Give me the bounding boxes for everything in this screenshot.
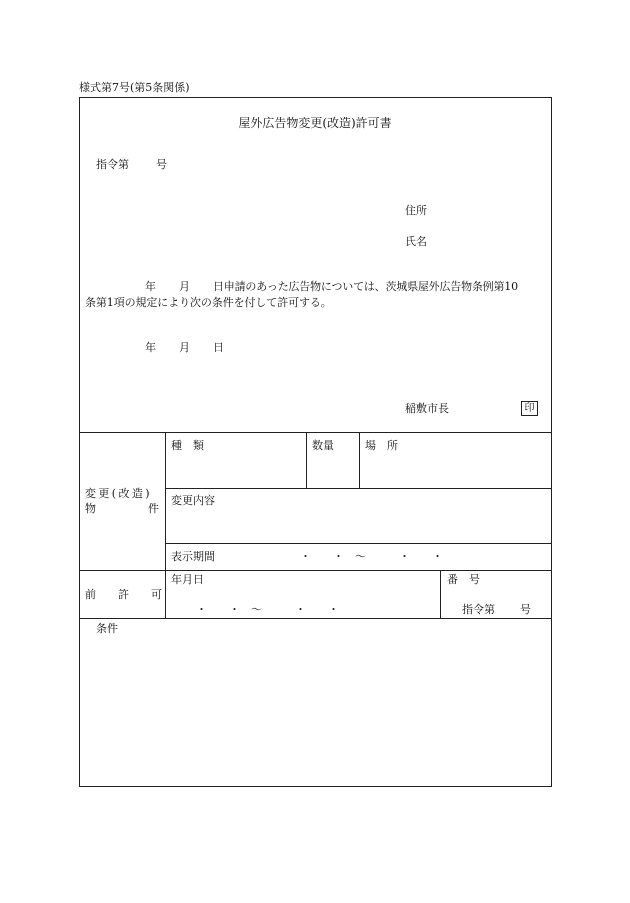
seal-mark: 印	[521, 401, 538, 416]
previous-directive-suffix: 号	[520, 603, 531, 616]
form-label: 様式第7号(第5条関係)	[79, 81, 190, 94]
issue-month: 月	[179, 341, 190, 354]
previous-permit-label: 前 許 可	[85, 588, 162, 601]
period-label: 表示期間	[171, 550, 215, 563]
divider-row-1	[165, 488, 552, 489]
place-header: 場 所	[365, 439, 398, 452]
kind-header: 種 類	[171, 439, 204, 452]
previous-number-label: 番 号	[447, 573, 480, 586]
address-label: 住所	[405, 204, 427, 217]
name-label: 氏名	[405, 235, 427, 248]
document-title: 屋外広告物変更(改造)許可書	[238, 116, 392, 130]
period-value: ・ ・ 〜 ・ ・	[300, 550, 443, 563]
body-line1: 日申請のあった広告物については、茨城県屋外広告物条例第10	[213, 280, 518, 293]
change-label-bottom	[85, 503, 159, 514]
body-year: 年	[145, 280, 156, 293]
divider-prev-bottom	[79, 618, 552, 619]
divider-kind-quantity	[306, 432, 307, 488]
body-month: 月	[179, 280, 190, 293]
directive-prefix: 指令第	[96, 158, 129, 171]
change-label-bottom-b: 件	[148, 502, 159, 515]
previous-directive-prefix: 指令第	[462, 603, 495, 616]
divider-quantity-place	[359, 432, 360, 488]
divider-left-column	[165, 432, 166, 619]
previous-date-value: ・ ・ 〜 ・ ・	[196, 603, 339, 616]
divider-top	[79, 432, 552, 433]
previous-date-label: 年月日	[171, 573, 204, 586]
conditions-label: 条件	[96, 622, 118, 635]
body-line2: 条第1項の規定により次の条件を付して許可する。	[85, 296, 332, 309]
directive-suffix: 号	[156, 158, 167, 171]
quantity-header: 数量	[312, 439, 334, 452]
issue-year: 年	[145, 341, 156, 354]
divider-number-column	[440, 570, 441, 619]
content-header: 変更内容	[171, 494, 215, 507]
divider-change-bottom	[79, 570, 552, 571]
issue-day: 日	[213, 341, 224, 354]
change-label-top: 変更(改造)	[85, 487, 152, 500]
divider-row-2	[165, 543, 552, 544]
change-label-bottom-a: 物	[85, 502, 96, 515]
mayor-label: 稲敷市長	[405, 402, 449, 415]
